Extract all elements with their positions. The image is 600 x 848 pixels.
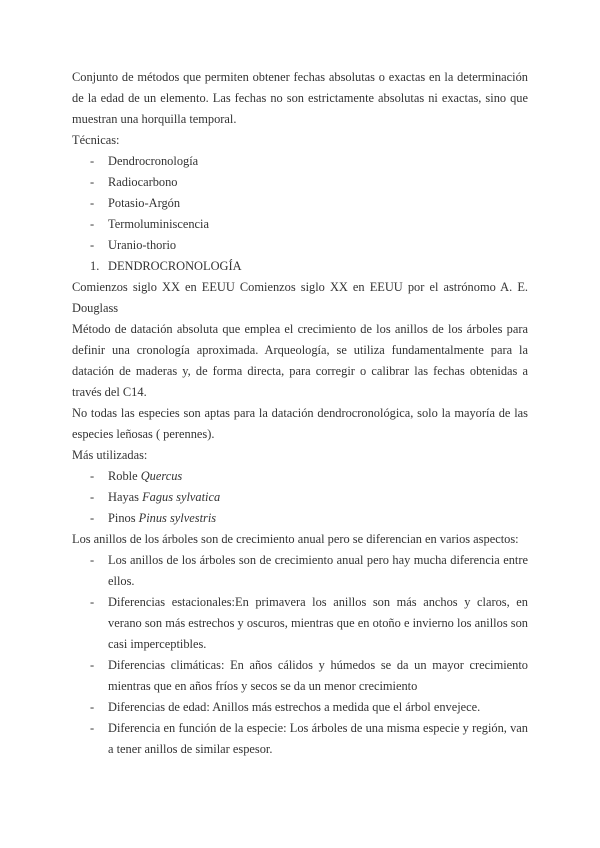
species-common-name: Pinos <box>108 511 136 525</box>
techniques-label: Técnicas: <box>72 133 120 147</box>
origin-paragraph: Comienzos siglo XX en EEUU Comienzos siglo XX en EEUU por el astrónomo A. E. Douglass <box>72 280 528 315</box>
species-list <box>72 466 528 529</box>
difference-item: - Diferencias climáticas: En años cálidos y húmedos se da un mayor crecimiento mientras que en años fríos y secos se da un menor crecimiento <box>72 655 528 697</box>
section-title: DENDROCRONOLOGÍA <box>108 259 242 273</box>
technique-item: - Potasio-Argón <box>72 193 528 214</box>
species-note-paragraph: No todas las especies son aptas para la datación dendrocronológica, solo la mayoría de las especies leñosas ( perennes). <box>72 406 528 441</box>
techniques-list <box>72 151 528 256</box>
technique-item: - Dendrocronología <box>72 151 528 172</box>
difference-item: - Los anillos de los árboles son de crecimiento anual pero hay mucha diferencia entre ellos. <box>72 550 528 592</box>
technique-item: - Termoluminiscencia <box>72 214 528 235</box>
species-latin-name: Fagus sylvatica <box>142 490 221 504</box>
most-used-label: Más utilizadas: <box>72 448 148 462</box>
species-item <box>72 508 528 529</box>
difference-item: - Diferencia en función de la especie: Los árboles de una misma especie y región, van a tener anillos de similar espesor. <box>72 718 528 760</box>
species-latin-name: Pinus sylvestris <box>138 511 217 525</box>
species-item <box>72 466 528 487</box>
species-item <box>72 487 528 508</box>
differences-list <box>72 550 528 760</box>
technique-item: - Radiocarbono <box>72 172 528 193</box>
document-body <box>72 67 528 760</box>
definition-paragraph: Método de datación absoluta que emplea el crecimiento de los anillos de los árboles para definir una cronología aproximada. Arqueología, se utiliza fundamentalmente para la datación de maderas y, de forma directa, para corregir o calibrar las fechas obtenidas a través del C14. <box>72 322 528 399</box>
species-common-name: Hayas <box>108 490 139 504</box>
difference-item: - Diferencias de edad: Anillos más estrechos a medida que el árbol envejece. <box>72 697 528 718</box>
rings-intro-paragraph: Los anillos de los árboles son de crecimiento anual pero se diferencian en varios aspectos: <box>72 532 519 546</box>
section-heading <box>72 256 528 277</box>
species-common-name: Roble <box>108 469 138 483</box>
species-latin-name: Quercus <box>140 469 183 483</box>
intro-paragraph: Conjunto de métodos que permiten obtener fechas absolutas o exactas en la determinación de la edad de un elemento. Las fechas no son estrictamente absolutas ni exactas, sino que muestran una horquilla temporal. <box>72 70 528 126</box>
section-number: 1. <box>90 259 100 273</box>
difference-item: - Diferencias estacionales:En primavera los anillos son más anchos y claros, en verano son más estrechos y oscuros, mientras que en otoño e invierno los anillos son casi imperceptibles. <box>72 592 528 655</box>
technique-item: - Uranio-thorio <box>72 235 528 256</box>
